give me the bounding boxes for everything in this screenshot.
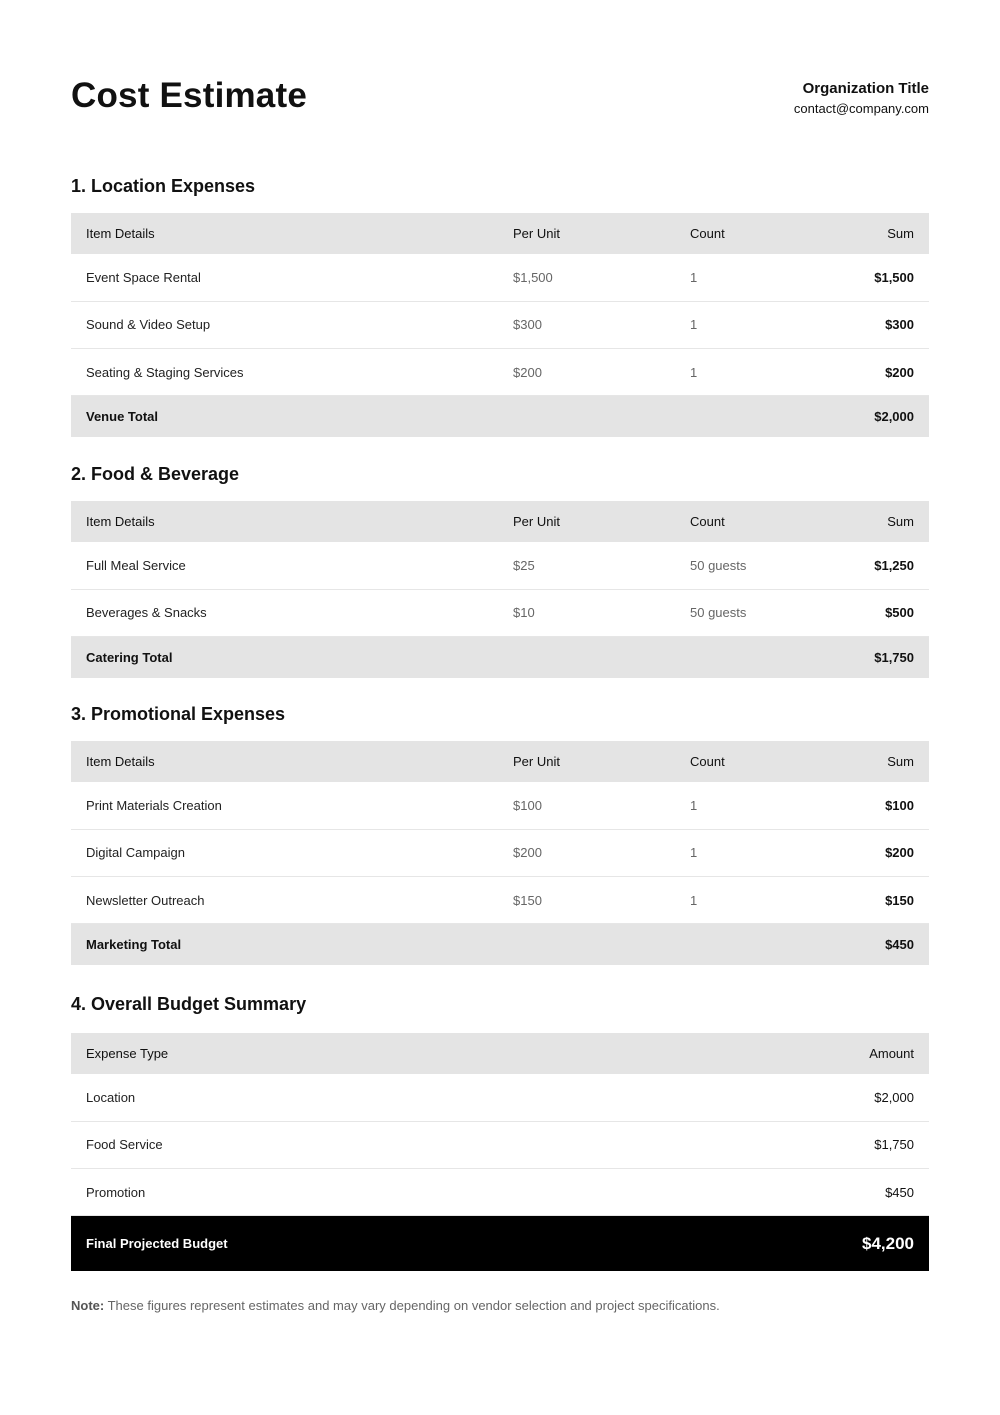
- item-count: 1: [690, 845, 698, 861]
- item-count: 1: [690, 364, 698, 380]
- table-header-row: [71, 741, 929, 782]
- subtotal-row: [71, 924, 929, 965]
- item-count: 1: [690, 892, 698, 908]
- column-header-per-unit: Per Unit: [513, 514, 560, 529]
- item-per-unit: $200: [513, 845, 542, 861]
- final-budget-value: $4,200: [862, 1233, 914, 1253]
- expense-type: Location: [86, 1089, 136, 1105]
- section-title-location: 1. Location Expenses: [71, 176, 256, 196]
- item-name: Beverages & Snacks: [86, 605, 207, 621]
- subtotal-value: $450: [885, 937, 914, 953]
- item-name: Print Materials Creation: [86, 797, 222, 813]
- item-count: 1: [690, 269, 698, 285]
- column-header-sum: Sum: [887, 226, 914, 241]
- item-sum: $200: [885, 364, 914, 380]
- item-count: 1: [690, 317, 698, 333]
- item-sum: $200: [885, 845, 914, 861]
- expense-type: Food Service: [86, 1137, 163, 1153]
- organization-contact: contact@company.com: [793, 101, 929, 116]
- table-row: [71, 782, 929, 829]
- note-label: Note:: [71, 1298, 105, 1313]
- item-per-unit: $150: [513, 892, 542, 908]
- column-header-item: Item Details: [86, 514, 155, 529]
- item-per-unit: $1,500: [513, 269, 553, 285]
- table-row: [71, 254, 929, 301]
- note-text: These figures represent estimates and may vary depending on vendor selection and project specifications.: [107, 1298, 720, 1313]
- item-sum: $500: [885, 605, 914, 621]
- document-header: [71, 0, 929, 160]
- page-title: Cost Estimate: [71, 76, 307, 115]
- expense-amount: $450: [885, 1184, 914, 1200]
- item-name: Seating & Staging Services: [86, 364, 244, 380]
- subtotal-row: [71, 396, 929, 437]
- item-count: 50 guests: [690, 605, 747, 621]
- item-sum: $1,500: [874, 269, 914, 285]
- column-header-expense-type: Expense Type: [86, 1046, 169, 1061]
- expense-type: Promotion: [86, 1184, 146, 1200]
- column-header-count: Count: [690, 226, 725, 241]
- item-per-unit: $100: [513, 797, 542, 813]
- final-budget-row: [71, 1216, 929, 1271]
- table-header-row: [71, 213, 929, 254]
- document-page: [71, 0, 929, 160]
- subtotal-value: $2,000: [874, 409, 914, 425]
- table-row: [71, 589, 929, 636]
- expense-amount: $1,750: [874, 1137, 914, 1153]
- food-beverage-table: [71, 501, 929, 678]
- organization-block: [794, 80, 929, 119]
- subtotal-label: Venue Total: [86, 409, 158, 425]
- item-sum: $150: [885, 892, 914, 908]
- section-title-summary: 4. Overall Budget Summary: [71, 994, 307, 1014]
- table-row: [71, 877, 929, 924]
- column-header-item: Item Details: [86, 226, 155, 241]
- item-name: Full Meal Service: [86, 557, 186, 573]
- subtotal-label: Catering Total: [86, 649, 173, 665]
- table-row: [71, 301, 929, 348]
- item-per-unit: $25: [513, 557, 535, 573]
- table-row: [71, 1169, 929, 1216]
- item-per-unit: $200: [513, 364, 542, 380]
- item-count: 50 guests: [690, 557, 747, 573]
- column-header-per-unit: Per Unit: [513, 754, 560, 769]
- column-header-count: Count: [690, 514, 725, 529]
- expense-amount: $2,000: [874, 1089, 914, 1105]
- organization-name: Organization Title: [802, 80, 929, 97]
- column-header-item: Item Details: [86, 754, 155, 769]
- item-sum: $300: [885, 317, 914, 333]
- column-header-per-unit: Per Unit: [513, 226, 560, 241]
- column-header-sum: Sum: [887, 514, 914, 529]
- item-per-unit: $300: [513, 317, 542, 333]
- item-name: Sound & Video Setup: [86, 317, 211, 333]
- section-title-promotional: 3. Promotional Expenses: [71, 704, 286, 724]
- footnote: [71, 1297, 720, 1315]
- table-row: [71, 1121, 929, 1168]
- table-row: [71, 829, 929, 876]
- promotional-expenses-table: [71, 741, 929, 965]
- column-header-count: Count: [690, 754, 725, 769]
- item-per-unit: $10: [513, 605, 535, 621]
- subtotal-row: [71, 637, 929, 678]
- subtotal-value: $1,750: [874, 649, 914, 665]
- item-name: Newsletter Outreach: [86, 892, 205, 908]
- table-row: [71, 349, 929, 396]
- item-name: Event Space Rental: [86, 269, 201, 285]
- table-row: [71, 1074, 929, 1121]
- item-sum: $1,250: [874, 557, 914, 573]
- item-name: Digital Campaign: [86, 845, 185, 861]
- table-header-row: [71, 1033, 929, 1074]
- item-sum: $100: [885, 797, 914, 813]
- column-header-sum: Sum: [887, 754, 914, 769]
- subtotal-label: Marketing Total: [86, 937, 182, 953]
- final-budget-label: Final Projected Budget: [86, 1236, 228, 1252]
- budget-summary-table: [71, 1033, 929, 1271]
- table-header-row: [71, 501, 929, 542]
- item-count: 1: [690, 797, 698, 813]
- location-expenses-table: [71, 213, 929, 437]
- table-row: [71, 542, 929, 589]
- column-header-amount: Amount: [869, 1046, 914, 1061]
- section-title-food: 2. Food & Beverage: [71, 464, 240, 484]
